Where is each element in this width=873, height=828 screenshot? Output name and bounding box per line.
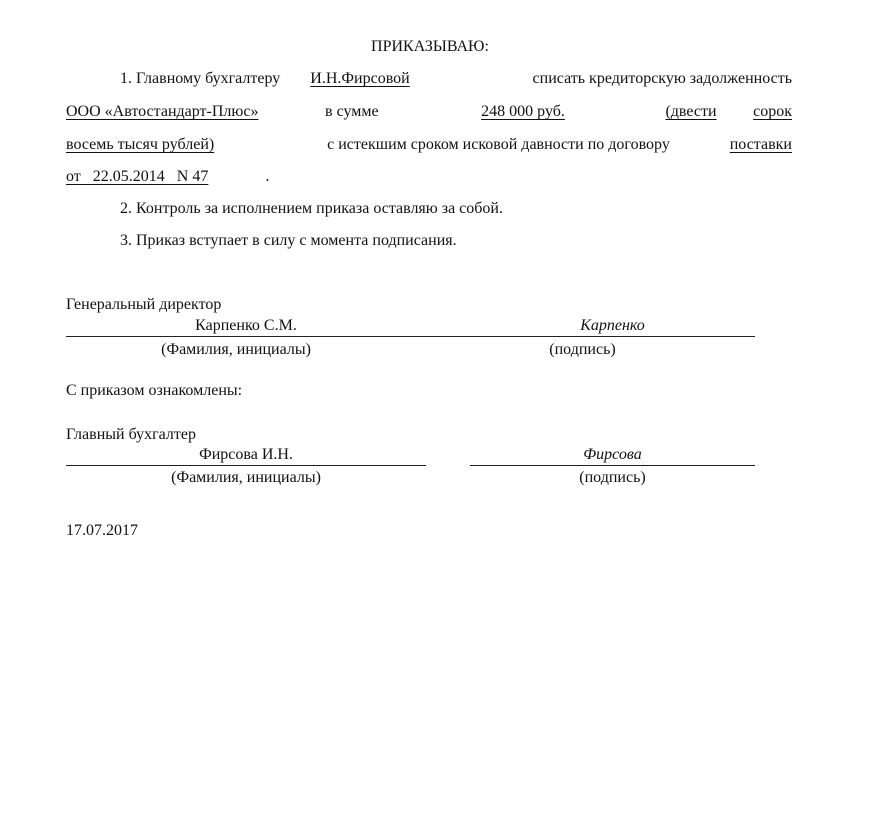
- order-heading: ПРИКАЗЫВАЮ:: [371, 38, 489, 55]
- paragraph-3: 3. Приказ вступает в силу с момента подписания.: [120, 232, 457, 249]
- p1-contract-ref: от 22.05.2014 N 47: [66, 168, 209, 185]
- p1-words-2: сорок: [753, 103, 792, 120]
- accountant-name: Фирсова И.Н.: [199, 446, 293, 463]
- p1-action: списать кредиторскую задолженность: [532, 70, 792, 87]
- accountant-name-caption: (Фамилия, инициалы): [171, 469, 321, 486]
- p1-period: .: [265, 168, 270, 185]
- director-sign-caption: (подпись): [549, 341, 616, 358]
- p1-line-1: [120, 69, 792, 89]
- p1-line-2: [66, 102, 792, 122]
- accountant-sign-caption: (подпись): [579, 469, 646, 486]
- p1-in-sum: в сумме: [325, 103, 379, 120]
- director-name-caption: (Фамилия, инициалы): [161, 341, 311, 358]
- accountant-title: Главный бухгалтер: [66, 426, 196, 443]
- accountant-name-line: [66, 465, 426, 466]
- paragraph-2: 2. Контроль за исполнением приказа оставляю за собой.: [120, 200, 503, 217]
- p1-contract-type: поставки: [729, 136, 792, 153]
- p1-words-3: восемь тысяч рублей): [66, 136, 215, 153]
- p1-company: ООО «Автостандарт-Плюс»: [66, 103, 259, 120]
- document-date: 17.07.2017: [66, 522, 138, 539]
- director-line: [66, 336, 755, 337]
- p1-prefix: 1. Главному бухгалтеру: [120, 70, 281, 87]
- p1-expired: с истекшим сроком исковой давности по договору: [327, 136, 670, 153]
- p1-line-3: [66, 135, 792, 155]
- acknowledged-label: С приказом ознакомлены:: [66, 382, 243, 399]
- director-signature: Карпенко: [580, 317, 645, 334]
- p1-words-1: (двести: [665, 103, 717, 120]
- accountant-signature: Фирсова: [583, 446, 642, 463]
- accountant-sign-line: [470, 465, 755, 466]
- director-title: Генеральный директор: [66, 296, 222, 313]
- p1-accountant-name: И.Н.Фирсовой: [310, 70, 410, 87]
- p1-amount: 248 000 руб.: [481, 103, 565, 120]
- p1-line-4: [66, 167, 269, 187]
- director-name: Карпенко С.М.: [195, 317, 297, 334]
